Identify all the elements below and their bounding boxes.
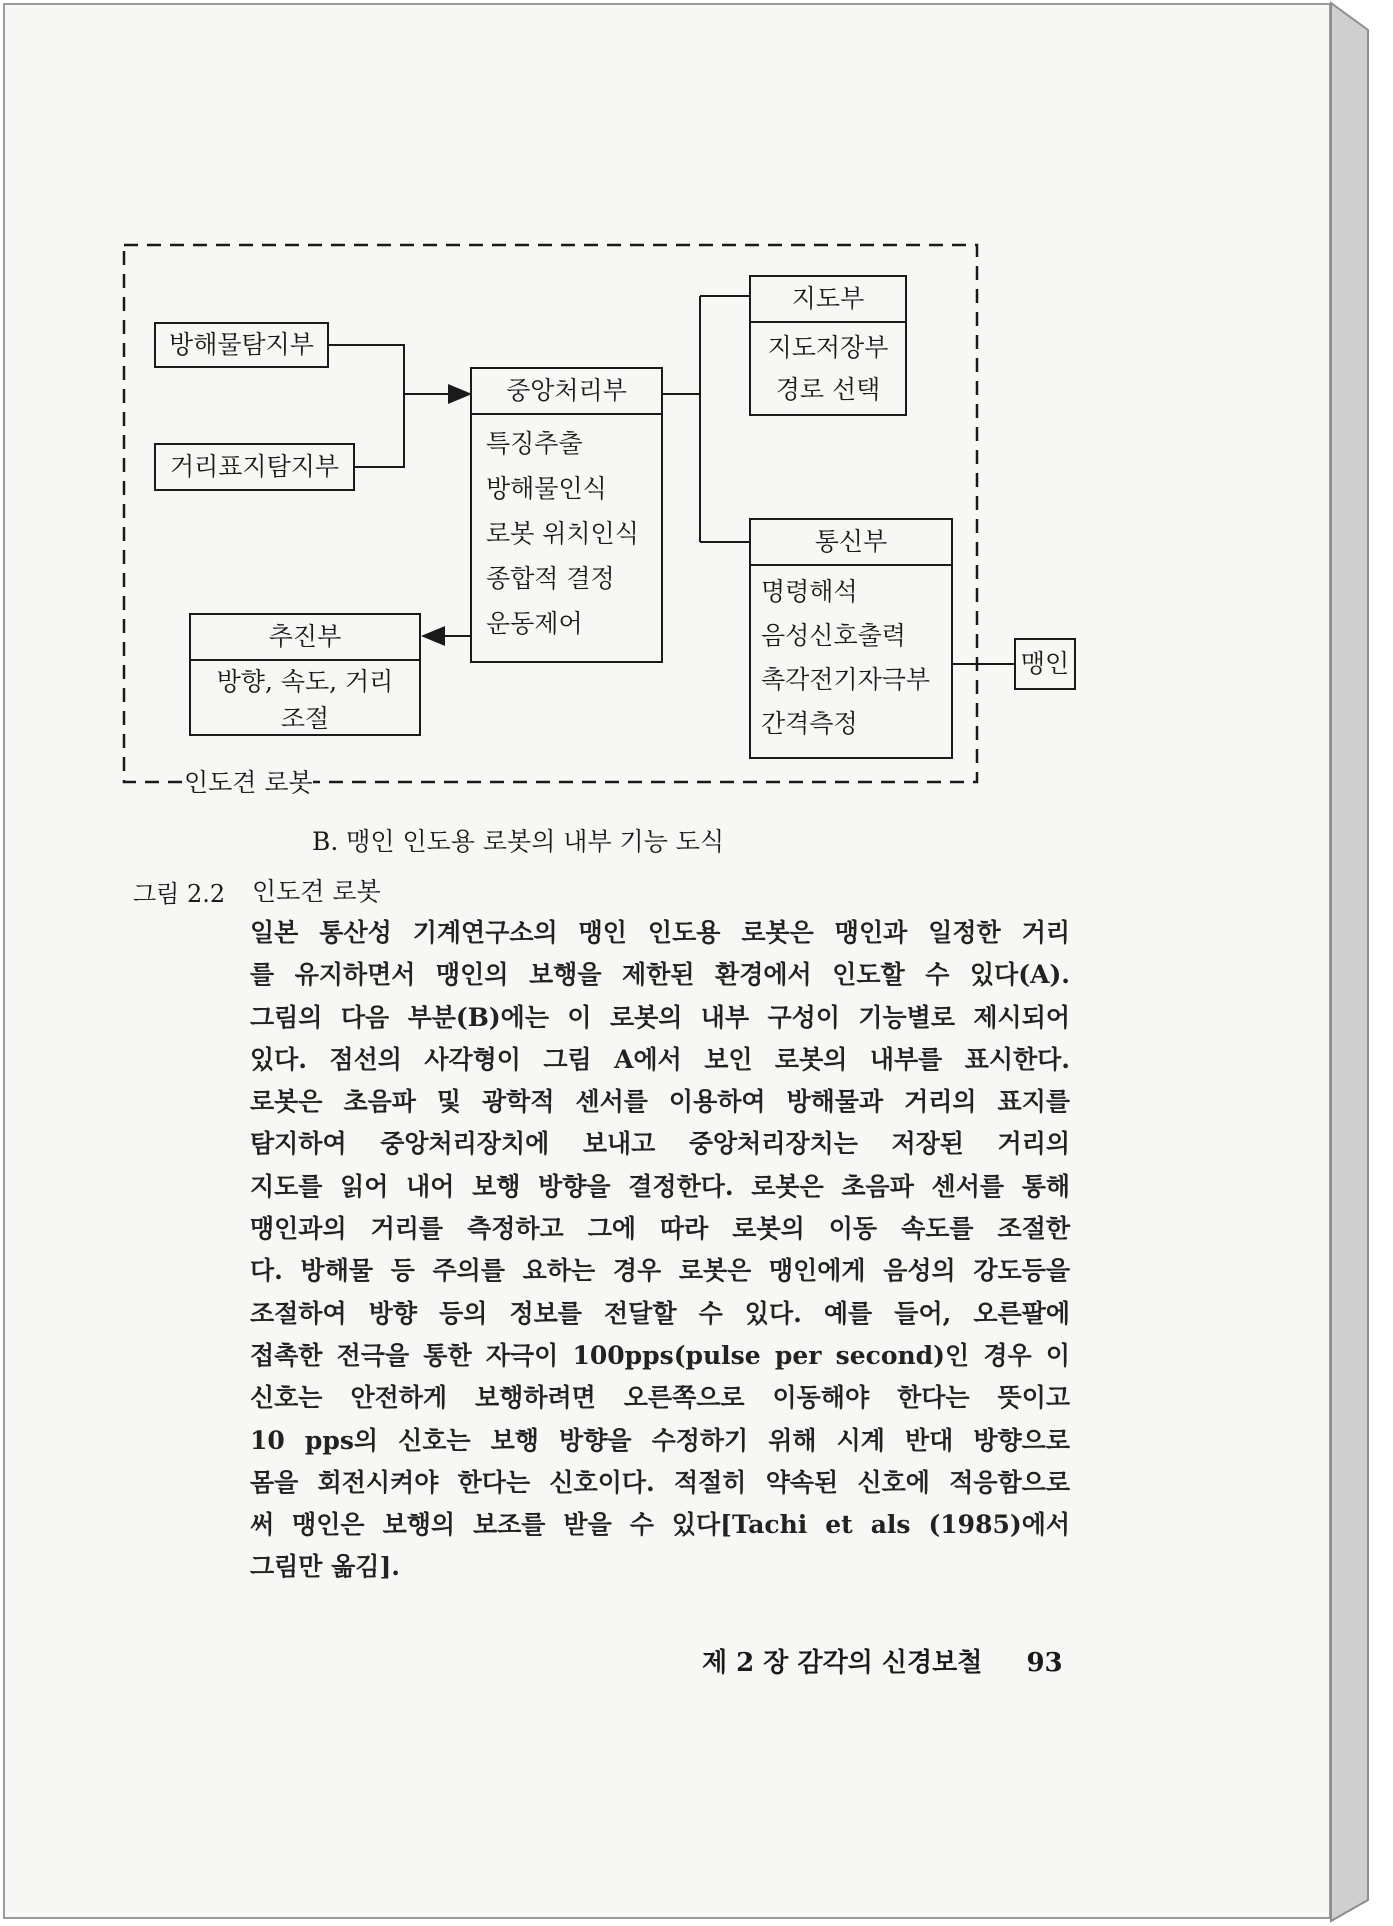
paragraph-line: 10 pps의 신호는 보행 방향을 수정하기 위해 시계 반대 방향으로 bbox=[250, 1425, 1070, 1455]
distance-detector-box bbox=[154, 443, 355, 491]
paragraph-line: 써 맹인은 보행의 보조를 받을 수 있다[Tachi et als (1985)에서 bbox=[250, 1510, 1070, 1540]
paragraph-line: 지도를 읽어 내어 보행 방향을 결정한다. 로봇은 초음파 센서를 통해 bbox=[250, 1171, 1070, 1201]
page-number: 93 bbox=[1026, 1648, 1063, 1678]
paragraph-line: 그림만 옮김]. bbox=[250, 1552, 400, 1582]
paragraph-line: 몸을 회전시켜야 한다는 신호이다. 적절히 약속된 신호에 적응함으로 bbox=[250, 1467, 1070, 1497]
map-item: 지도저장부 bbox=[767, 333, 889, 362]
comm-item: 촉각전기자극부 bbox=[761, 665, 931, 694]
drive-unit-box bbox=[189, 613, 421, 736]
paragraph-line: 탐지하여 중앙처리장치에 보내고 중앙처리장치는 저장된 거리의 bbox=[250, 1129, 1070, 1159]
paragraph-line: 를 유지하면서 맹인의 보행을 제한된 환경에서 인도할 수 있다(A). bbox=[250, 960, 1070, 990]
central-item: 특징추출 bbox=[486, 429, 583, 458]
central-item: 운동제어 bbox=[486, 609, 583, 638]
central-item: 방해물인식 bbox=[486, 474, 607, 503]
blind-person-label: 맹인 bbox=[1020, 649, 1070, 678]
drive-unit-title: 추진부 bbox=[191, 615, 419, 661]
map-unit-title: 지도부 bbox=[751, 277, 905, 323]
paragraph-line: 다. 방해물 등 주의를 요하는 경우 로봇은 맹인에게 음성의 강도등을 bbox=[250, 1256, 1070, 1286]
page-footer bbox=[702, 1642, 1063, 1679]
paragraph-line: 신호는 안전하게 보행하려면 오른쪽으로 이동해야 한다는 뜻이고 bbox=[250, 1383, 1070, 1413]
map-item: 경로 선택 bbox=[775, 375, 881, 404]
comm-item: 명령해석 bbox=[761, 577, 858, 606]
obstacle-detector-label: 방해물탐지부 bbox=[169, 330, 314, 359]
chapter-title: 제 2 장 감각의 신경보철 bbox=[702, 1648, 983, 1678]
figure-title: 인도견 로봇 bbox=[252, 877, 381, 906]
obstacle-detector-box bbox=[154, 322, 329, 368]
paragraph-line: 조절하여 방향 등의 정보를 전달할 수 있다. 예를 들어, 오른팔에 bbox=[250, 1298, 1070, 1328]
blind-person-box bbox=[1014, 638, 1076, 690]
caption-b: B. 맹인 인도용 로봇의 내부 기능 도식 bbox=[312, 827, 725, 856]
central-processor-title: 중앙처리부 bbox=[472, 369, 661, 415]
paragraph-line: 접촉한 전극을 통한 자극이 100pps(pulse per second)인 경우 이 bbox=[250, 1340, 1070, 1370]
figure-description bbox=[250, 912, 1070, 1589]
figure-number: 그림 2.2 bbox=[133, 880, 226, 908]
map-unit-box bbox=[749, 275, 907, 416]
central-item: 로봇 위치인식 bbox=[486, 519, 639, 548]
boundary-label: 인도견 로봇 bbox=[184, 763, 313, 799]
paragraph-line: 있다. 점선의 사각형이 그림 A에서 보인 로봇의 내부를 표시한다. bbox=[250, 1044, 1070, 1074]
comm-item: 간격측정 bbox=[761, 709, 858, 738]
comm-item: 음성신호출력 bbox=[761, 621, 906, 650]
paragraph-line: 맹인과의 거리를 측정하고 그에 따라 로봇의 이동 속도를 조절한 bbox=[250, 1214, 1070, 1244]
paragraph-line: 로봇은 초음파 및 광학적 센서를 이용하여 방해물과 거리의 표지를 bbox=[250, 1087, 1070, 1117]
distance-detector-label: 거리표지탐지부 bbox=[169, 452, 340, 481]
drive-item: 방향, 속도, 거리 bbox=[216, 667, 394, 696]
paragraph-line: 그림의 다음 부분(B)에는 이 로봇의 내부 구성이 기능별로 제시되어 bbox=[250, 1002, 1070, 1032]
paragraph-line: 일본 통산성 기계연구소의 맹인 인도용 로봇은 맹인과 일정한 거리 bbox=[250, 918, 1070, 947]
comm-unit-title: 통신부 bbox=[751, 520, 951, 566]
central-item: 종합적 결정 bbox=[486, 564, 615, 593]
central-processor-box bbox=[470, 367, 663, 663]
drive-item: 조절 bbox=[280, 704, 330, 733]
comm-unit-box bbox=[749, 518, 953, 759]
